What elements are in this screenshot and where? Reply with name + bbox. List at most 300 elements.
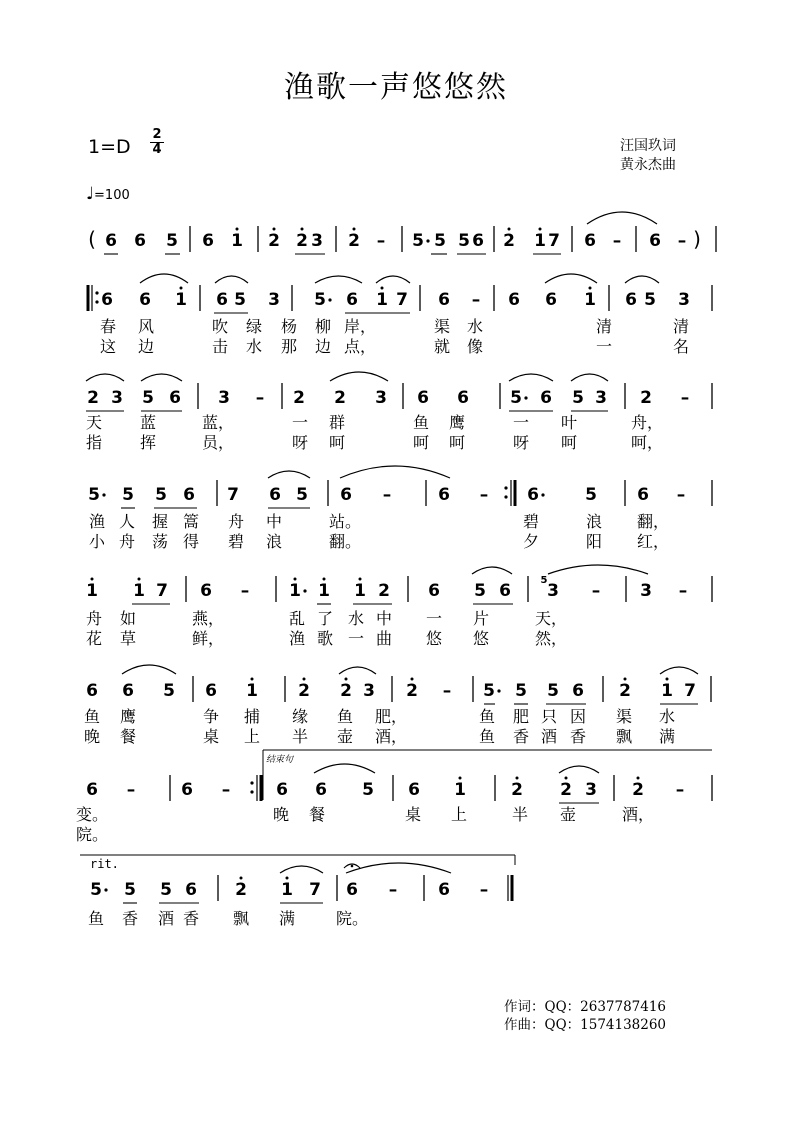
staff-5-lyrics2-1: 花 (85, 629, 103, 648)
staff-2-token-7-note: 5 (234, 290, 246, 310)
staff-5-lyrics2-10: 然， (534, 629, 568, 648)
staff-7-lyrics1-3: 餐 (308, 805, 326, 824)
staff-5-token-10-high-dot (359, 578, 362, 581)
staff-5-token-13-note: 6 (428, 581, 440, 601)
staff-7-token-12-note: 1 (454, 780, 466, 800)
staff-2-lyrics1-8: 渠 (433, 317, 451, 336)
staff-7-token-16-note: 3 (585, 780, 597, 800)
staff-2-token-10-note: 5 (314, 290, 326, 310)
staff-2-token-24-note: 3 (678, 290, 690, 310)
staff-1-token-9-high-dot (273, 228, 276, 231)
staff-4-token-15-dot-b (504, 495, 507, 498)
staff-4-lyrics1-1: 渔 (88, 512, 106, 531)
staff-3-lyrics2-6: 呵 (412, 433, 430, 452)
staff-2-token-3-note: 6 (139, 290, 151, 310)
staff-5-lyrics1-1: 舟 (85, 609, 103, 628)
staff-4-token-8-note: 5 (296, 485, 308, 505)
staff-4-lyrics2-8: 夕 (522, 532, 540, 551)
staff-8-token-11-dash: – (388, 880, 398, 900)
staff-2-token-8-note: 3 (268, 290, 280, 310)
staff-3-lyrics2-9: 呵 (560, 433, 578, 452)
staff-5-token-1-high-dot (91, 578, 94, 581)
staff-7-token-18-note: 2 (632, 780, 644, 800)
staff-4-lyrics2-7: 翻。 (328, 532, 362, 551)
staff-5-lyrics1-7: 中 (375, 609, 393, 628)
staff-6-lyrics2-7: 酒， (374, 727, 408, 746)
staff-2-lyrics1-3: 吹 (211, 317, 229, 336)
staff-5-lyrics1-3: 燕， (191, 609, 225, 628)
staff-3-lyrics2-10: 呵， (630, 433, 664, 452)
staff-4-lyrics1-5: 舟 (227, 512, 245, 531)
staff-4-slur-1 (268, 471, 310, 478)
staff-7-token-11-note: 6 (408, 780, 420, 800)
staff-4-token-17-note: 5 (585, 485, 597, 505)
staff-6-lyrics1-11: 因 (569, 707, 587, 726)
staff-7-token-18-high-dot (637, 777, 640, 780)
staff-4-lyrics2-9: 阳 (585, 532, 603, 551)
staff-1-token-11-note: 3 (311, 231, 323, 251)
staff-5-lyrics1-9: 片 (472, 609, 490, 628)
staff-2-lyrics2-10: 一 (595, 337, 613, 356)
staff-3-token-6-note: 3 (218, 388, 230, 408)
staff-2-token-11-note: 6 (346, 290, 358, 310)
staff-8-token-10-note: 6 (346, 880, 358, 900)
staff-8-lyrics1-1: 鱼 (87, 909, 105, 928)
staff-6-token-15-aug-dot (497, 689, 500, 692)
staff-2-lyrics1-11: 清 (672, 317, 690, 336)
staff-2-lyrics2-8: 就 (433, 337, 451, 356)
staff-2-token-1-dot-a (95, 291, 98, 294)
staff-8-token-1-note: 5 (90, 880, 102, 900)
staff-5-lyrics1-6: 水 (347, 609, 365, 628)
staff-6-token-20-note: 2 (619, 681, 631, 701)
staff-2-slur-5 (545, 274, 597, 283)
staff-5-token-17-note: 3 (547, 581, 559, 601)
staff-4-lyrics1-7: 站。 (328, 512, 362, 531)
staff-3-lyrics1-3: 蓝， (201, 413, 235, 432)
staff-4-token-10-note: 6 (340, 485, 352, 505)
composer-credit: 黄永杰曲 (620, 157, 676, 173)
time-signature-top: 2 (152, 127, 162, 142)
staff-5-token-11-note: 2 (378, 581, 390, 601)
staff-5-token-21-dash: – (678, 581, 688, 601)
staff-3-slur-1 (86, 374, 124, 381)
staff-6-token-5-note: 6 (205, 681, 217, 701)
staff-5-lyrics2-5: 歌 (316, 629, 334, 648)
staff-6-lyrics1-7: 肥， (374, 707, 408, 726)
staff-4-lyrics2-1: 小 (88, 532, 106, 551)
staff-1-token-22-high-dot (539, 228, 542, 231)
staff-3-lyrics2-1: 指 (85, 433, 103, 452)
staff-3-lyrics1-9: 叶 (560, 413, 578, 432)
staff-5-token-10-note: 1 (354, 581, 366, 601)
staff-6-token-18-note: 6 (572, 681, 584, 701)
staff-2-lyrics1-5: 杨 (280, 317, 298, 336)
staff-2-lyrics2-6: 边 (314, 337, 332, 356)
staff-7-token-6-dot-b (250, 790, 253, 793)
staff-4-lyrics1-4: 篙 (182, 512, 200, 531)
staff-3-token-16-aug-dot (524, 396, 527, 399)
staff-5-token-5-note: 6 (200, 581, 212, 601)
staff-3-token-16-note: 5 (510, 388, 522, 408)
staff-6-token-15-note: 5 (483, 681, 495, 701)
staff-6-lyrics1-9: 肥 (512, 707, 530, 726)
staff-7-token-9-note: 5 (362, 780, 374, 800)
staff-5-lyrics1-5: 了 (316, 609, 334, 628)
staff-3-lyrics1-8: 一 (512, 413, 530, 432)
staff-6-lyrics1-8: 鱼 (478, 707, 496, 726)
staff-1-token-10-high-dot (301, 228, 304, 231)
staff-5-token-8-note: 1 (289, 581, 301, 601)
staff-4-lyrics1-9: 浪 (585, 512, 603, 531)
staff-8-token-6-note: 2 (235, 880, 247, 900)
staff-3-lyrics1-5: 群 (328, 413, 346, 432)
staff-2-lyrics1-4: 绿 (245, 317, 263, 336)
staff-7-lyrics1-1: 变。 (75, 805, 109, 824)
staff-8-token-13-note: 6 (438, 880, 450, 900)
staff-2-token-12-note: 1 (376, 290, 388, 310)
staff-4-token-16-aug-dot (541, 493, 544, 496)
fermata-dot (351, 865, 354, 868)
staff-2-token-22-note: 6 (625, 290, 637, 310)
staff-4-token-4-note: 6 (183, 485, 195, 505)
staff-7-token-15-high-dot (565, 777, 568, 780)
staff-4-lyrics1-6: 中 (265, 512, 283, 531)
staff-7-token-7-note: 6 (276, 780, 288, 800)
staff-4-token-11-dash: – (382, 485, 392, 505)
lyricist-contact: 作词：QQ：2637787416 (504, 999, 667, 1015)
staff-6-lyrics1-6: 鱼 (336, 707, 354, 726)
staff-1-token-21-high-dot (508, 228, 511, 231)
staff-5-lyrics2-9: 悠 (472, 629, 490, 648)
staff-6-token-9-note: 2 (340, 681, 352, 701)
staff-6-lyrics1-5: 缘 (291, 707, 309, 726)
staff-4-lyrics1-10: 翻， (636, 512, 670, 531)
staff-3-token-2-note: 3 (111, 388, 123, 408)
staff-6-lyrics2-13: 满 (658, 727, 676, 746)
staff-3-token-7-dash: – (255, 388, 265, 408)
quarter-note-icon: ♩ (86, 184, 95, 204)
rit-marking: rit. (90, 857, 119, 871)
staff-2-token-2-note: 6 (101, 290, 113, 310)
staff-3-lyrics1-7: 鹰 (448, 413, 466, 432)
staff-6-lyrics2-2: 餐 (119, 727, 137, 746)
staff-6-token-6-high-dot (251, 678, 254, 681)
staff-4-token-2-note: 5 (122, 485, 134, 505)
staff-3-lyrics1-1: 天 (85, 413, 103, 432)
staff-3-slur-2 (141, 374, 182, 381)
staff-5-token-3-note: 7 (156, 581, 168, 601)
staff-4-lyrics2-10: 红， (636, 532, 670, 551)
staff-3-lyrics2-8: 呀 (512, 433, 530, 452)
staff-2-lyrics1-9: 水 (466, 317, 484, 336)
staff-3-token-19-note: 3 (595, 388, 607, 408)
staff-2-token-4-high-dot (180, 287, 183, 290)
staff-8-lyrics1-5: 飘 (232, 909, 250, 928)
staff-1-token-19-note: 6 (472, 231, 484, 251)
staff-5-token-9-high-dot (323, 578, 326, 581)
staff-6-lyrics2-11: 香 (569, 727, 587, 746)
staff-2-lyrics2-3: 击 (211, 337, 229, 356)
staff-3-token-21-note: 2 (640, 388, 652, 408)
staff-2-token-6-note: 6 (216, 290, 228, 310)
ending-label: 结束句 (266, 755, 294, 765)
staff-7-token-12-high-dot (459, 777, 462, 780)
staff-6-token-21-high-dot (666, 678, 669, 681)
staff-6-token-9-high-dot (345, 678, 348, 681)
staff-6-lyrics2-8: 鱼 (478, 727, 496, 746)
staff-1-token-6-note: 6 (202, 231, 214, 251)
staff-1-token-14-dash: – (376, 231, 386, 251)
staff-6-token-20-high-dot (624, 678, 627, 681)
staff-8-lyrics1-6: 满 (278, 909, 296, 928)
staff-4-lyrics2-4: 得 (182, 532, 200, 551)
staff-7-token-6-dot-a (250, 781, 253, 784)
staff-5-token-20-note: 3 (640, 581, 652, 601)
staff-6-lyrics2-5: 半 (291, 727, 309, 746)
staff-3-token-3-note: 5 (142, 388, 154, 408)
staff-5-lyrics2-2: 草 (119, 629, 137, 648)
staff-6-lyrics2-12: 飘 (615, 727, 633, 746)
staff-1-token-10-note: 2 (296, 231, 308, 251)
staff-8-token-3-note: 5 (160, 880, 172, 900)
staff-2-lyrics2-9: 像 (466, 337, 484, 356)
staff-5-lyrics1-2: 如 (119, 609, 137, 628)
staff-3-lyrics1-2: 蓝 (139, 413, 157, 432)
staff-2-token-15-note: 6 (438, 290, 450, 310)
staff-7-lyrics1-2: 晚 (272, 805, 290, 824)
staff-6-token-17-note: 5 (547, 681, 559, 701)
staff-5-lyrics2-3: 鲜， (191, 629, 225, 648)
staff-4-token-20-dash: – (676, 485, 686, 505)
staff-5-token-8-aug-dot (303, 589, 306, 592)
staff-1-token-4-note: 5 (166, 231, 178, 251)
staff-4-lyrics1-2: 人 (118, 512, 136, 531)
staff-2-token-4-note: 1 (175, 290, 187, 310)
lyricist-credit: 汪国玖词 (620, 138, 676, 154)
staff-1-token-22-note: 1 (534, 231, 546, 251)
staff-5-token-18-dash: – (591, 581, 601, 601)
staff-6-lyrics1-3: 争 (202, 707, 220, 726)
staff-1-token-21-note: 2 (503, 231, 515, 251)
staff-6-token-6-note: 1 (246, 681, 258, 701)
staff-6-lyrics2-10: 酒 (540, 727, 558, 746)
staff-1-token-18-note: 5 (458, 231, 470, 251)
staff-1-token-7-high-dot (236, 228, 239, 231)
staff-4-lyrics1-3: 握 (151, 512, 169, 531)
staff-2-lyrics2-11: 名 (672, 337, 690, 356)
staff-5-token-2-note: 1 (133, 581, 145, 601)
staff-1-token-9-note: 2 (268, 231, 280, 251)
staff-2-lyrics1-10: 清 (595, 317, 613, 336)
staff-4-token-14-dash: – (479, 485, 489, 505)
staff-3-token-13-note: 6 (417, 388, 429, 408)
staff-3-token-11-note: 3 (375, 388, 387, 408)
staff-7-lyrics2-1: 院。 (75, 825, 109, 844)
staff-7-token-15-note: 2 (560, 780, 572, 800)
staff-2-token-16-dash: – (471, 290, 481, 310)
staff-2-lyrics2-2: 边 (137, 337, 155, 356)
staff-6-token-1-note: 6 (86, 681, 98, 701)
staff-6-lyrics1-10: 只 (540, 707, 558, 726)
staff-3-lyrics1-10: 舟， (630, 413, 664, 432)
staff-5-token-15-note: 6 (499, 581, 511, 601)
staff-7-lyrics1-6: 半 (511, 805, 529, 824)
staff-2-lyrics1-2: 风 (137, 317, 155, 336)
staff-7-lyrics1-5: 上 (450, 805, 468, 824)
staff-2-lyrics1-7: 岸， (343, 317, 377, 336)
staff-8-token-8-note: 7 (309, 880, 321, 900)
staff-4-lyrics2-6: 浪 (265, 532, 283, 551)
staff-4-token-19-note: 6 (637, 485, 649, 505)
staff-7-lyrics1-8: 酒， (621, 805, 655, 824)
staff-6-lyrics1-13: 水 (658, 707, 676, 726)
staff-2-lyrics2-7: 点， (343, 337, 377, 356)
staff-1-token-26-dash: – (612, 231, 622, 251)
staff-6-token-10-note: 3 (363, 681, 375, 701)
staff-4-token-1-aug-dot (102, 493, 105, 496)
staff-5-token-8-high-dot (294, 578, 297, 581)
staff-2-token-20-high-dot (589, 287, 592, 290)
staff-3-token-22-dash: – (680, 388, 690, 408)
staff-6-lyrics1-1: 鱼 (83, 707, 101, 726)
staff-8-token-4-note: 6 (185, 880, 197, 900)
staff-7-lyrics1-4: 桌 (404, 805, 422, 824)
staff-2-token-23-note: 5 (644, 290, 656, 310)
staff-2-slur-2 (215, 276, 248, 283)
staff-2-token-18-note: 6 (508, 290, 520, 310)
staff-4-token-1-note: 5 (88, 485, 100, 505)
time-signature-bottom: 4 (152, 142, 162, 157)
staff-2-lyrics2-5: 那 (280, 337, 298, 356)
staff-5-lyrics1-10: 天， (534, 609, 568, 628)
staff-8-lyrics1-4: 香 (182, 909, 200, 928)
staff-3-lyrics2-3: 员， (201, 433, 235, 452)
staff-7-token-8-note: 6 (315, 780, 327, 800)
staff-7-token-5-dash: – (221, 780, 231, 800)
staff-5-token-9-note: 1 (318, 581, 330, 601)
staff-3-token-14-note: 6 (457, 388, 469, 408)
staff-5-token-14-note: 5 (474, 581, 486, 601)
staff-8-token-7-note: 1 (281, 880, 293, 900)
staff-1-token-13-note: 2 (348, 231, 360, 251)
staff-3-token-9-note: 2 (293, 388, 305, 408)
grace-note: 5 (540, 575, 548, 586)
staff-4-lyrics2-3: 荡 (151, 532, 169, 551)
staff-3-lyrics2-5: 呵 (328, 433, 346, 452)
staff-5-token-6-dash: – (240, 581, 250, 601)
staff-3-token-17-note: 6 (540, 388, 552, 408)
staff-5-lyrics2-6: 一 (347, 629, 365, 648)
staff-6-token-2-note: 6 (122, 681, 134, 701)
staff-3-token-4-note: 6 (169, 388, 181, 408)
staff-1-token-1-paren: ( (88, 227, 96, 251)
staff-7-token-14-high-dot (516, 777, 519, 780)
staff-2-lyrics1-1: 春 (99, 317, 117, 336)
staff-3-token-10-note: 2 (334, 388, 346, 408)
staff-4-token-6-note: 7 (227, 485, 239, 505)
staff-1-token-23-note: 7 (548, 231, 560, 251)
staff-6-lyrics2-4: 上 (243, 727, 261, 746)
staff-5-lyrics1-4: 乱 (288, 609, 306, 628)
staff-6-lyrics1-2: 鹰 (119, 707, 137, 726)
staff-6-lyrics1-4: 捕 (243, 707, 261, 726)
staff-8-token-2-note: 5 (124, 880, 136, 900)
staff-2-slur-3 (315, 276, 362, 283)
staff-6-token-21-note: 1 (661, 681, 673, 701)
staff-3-lyrics1-6: 鱼 (412, 413, 430, 432)
staff-8-lyrics1-7: 院。 (335, 909, 369, 928)
staff-3-lyrics2-7: 呵 (448, 433, 466, 452)
staff-7-token-4-note: 6 (181, 780, 193, 800)
staff-2-lyrics2-1: 这 (99, 337, 117, 356)
staff-2-token-20-note: 1 (584, 290, 596, 310)
staff-4-lyrics2-5: 碧 (227, 532, 245, 551)
staff-6-token-8-high-dot (303, 678, 306, 681)
staff-3-slur-3 (330, 372, 388, 381)
staff-1-token-16-note: 5 (412, 231, 424, 251)
staff-5-lyrics2-8: 悠 (425, 629, 443, 648)
staff-4-token-7-note: 6 (269, 485, 281, 505)
staff-2-slur-1 (140, 274, 188, 283)
key-signature: 1=D (88, 136, 131, 158)
staff-8-token-14-dash: – (479, 880, 489, 900)
staff-2-slur-6 (625, 276, 659, 283)
staff-3-slur-4 (509, 374, 553, 381)
staff-1-slur-1 (587, 212, 657, 224)
staff-1-token-30-paren: ) (693, 227, 701, 251)
staff-8-lyrics1-2: 香 (121, 909, 139, 928)
staff-1-token-2-note: 6 (105, 231, 117, 251)
staff-5-lyrics2-7: 曲 (375, 629, 393, 648)
staff-1-token-13-high-dot (353, 228, 356, 231)
staff-4-lyrics1-8: 碧 (522, 512, 540, 531)
staff-7-token-14-note: 2 (511, 780, 523, 800)
composer-contact: 作曲：QQ：1574138260 (504, 1017, 667, 1033)
staff-1-token-29-dash: – (677, 231, 687, 251)
staff-6-lyrics1-12: 渠 (615, 707, 633, 726)
staff-4-slur-2 (340, 466, 450, 478)
staff-1-token-17-note: 5 (434, 231, 446, 251)
staff-8-slur-2 (346, 863, 451, 873)
staff-4-token-13-note: 6 (438, 485, 450, 505)
staff-5-slur-2 (548, 565, 648, 574)
staff-7-slur-2 (559, 766, 599, 773)
staff-1-token-16-aug-dot (426, 239, 429, 242)
staff-6-slur-2 (339, 667, 376, 674)
staff-7-lyrics1-7: 壶 (559, 805, 577, 824)
staff-6-slur-1 (122, 665, 176, 674)
staff-3-lyrics2-4: 呀 (291, 433, 309, 452)
staff-3-token-18-note: 5 (572, 388, 584, 408)
staff-4-token-15-dot-a (504, 486, 507, 489)
staff-2-token-1-dot-b (95, 300, 98, 303)
staff-4-lyrics2-2: 舟 (118, 532, 136, 551)
staff-8-lyrics1-3: 酒 (157, 909, 175, 928)
staff-7-token-1-note: 6 (86, 780, 98, 800)
staff-1-token-7-note: 1 (231, 231, 243, 251)
tempo-value: =100 (94, 188, 130, 203)
staff-2-lyrics1-6: 柳 (314, 317, 332, 336)
staff-2-token-12-high-dot (381, 287, 384, 290)
staff-1-token-3-note: 6 (134, 231, 146, 251)
staff-4-token-3-note: 5 (155, 485, 167, 505)
staff-2-token-13-note: 7 (396, 290, 408, 310)
staff-8-token-7-high-dot (286, 877, 289, 880)
staff-3-lyrics2-2: 挥 (139, 433, 157, 452)
staff-6-token-8-note: 2 (298, 681, 310, 701)
staff-3-lyrics1-4: 一 (291, 413, 309, 432)
